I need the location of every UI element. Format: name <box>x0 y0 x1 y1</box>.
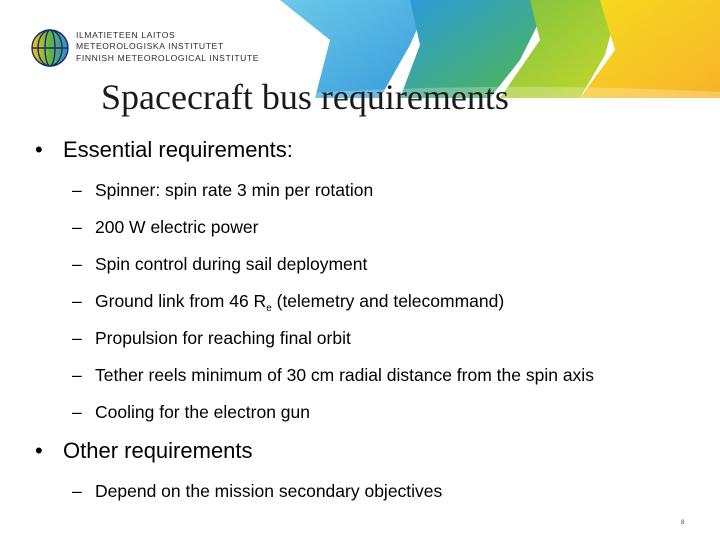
ground-link-text: Ground link from 46 R <box>95 291 267 311</box>
earth-radius-subscript: e <box>266 303 272 314</box>
sub-bullet-text: Tether reels minimum of 30 cm radial distance from the spin axis <box>95 365 594 385</box>
dash-marker: – <box>72 481 82 501</box>
dash-marker: – <box>72 180 82 200</box>
sub-bullet-text: 200 W electric power <box>95 217 259 237</box>
dash-marker: – <box>72 217 82 237</box>
ground-link-detail: (telemetry and telecommand) <box>271 291 505 311</box>
logo-line-fi: ILMATIETEEN LAITOS <box>76 30 176 40</box>
dash-marker: – <box>72 402 82 422</box>
page-number: 8 <box>681 520 685 526</box>
sub-bullet-text: Cooling for the electron gun <box>95 402 310 422</box>
dash-marker: – <box>72 254 82 274</box>
logo-line-sv: METEOROLOGISKA INSTITUTET <box>76 41 224 52</box>
dash-marker: – <box>72 365 82 385</box>
slide-title: Spacecraft bus requirements <box>101 77 509 117</box>
dash-marker: – <box>72 291 82 311</box>
bullet-text: Essential requirements: <box>63 137 293 162</box>
sub-bullet-text: Propulsion for reaching final orbit <box>95 328 351 348</box>
sub-bullet-text: Spin control during sail deployment <box>95 254 368 274</box>
logo-line-en: FINNISH METEOROLOGICAL INSTITUTE <box>76 52 260 63</box>
bullet-marker: • <box>35 438 43 463</box>
fmi-logo <box>30 28 70 68</box>
sub-bullet-text <box>95 291 504 314</box>
sub-bullet-text: Spinner: spin rate 3 min per rotation <box>95 180 374 200</box>
logo-wordmark <box>76 30 259 64</box>
bullet-marker: • <box>35 137 43 162</box>
bullet-text: Other requirements <box>63 438 253 463</box>
sub-bullet-text: Depend on the mission secondary objectives <box>95 481 443 501</box>
dash-marker: – <box>72 328 82 348</box>
